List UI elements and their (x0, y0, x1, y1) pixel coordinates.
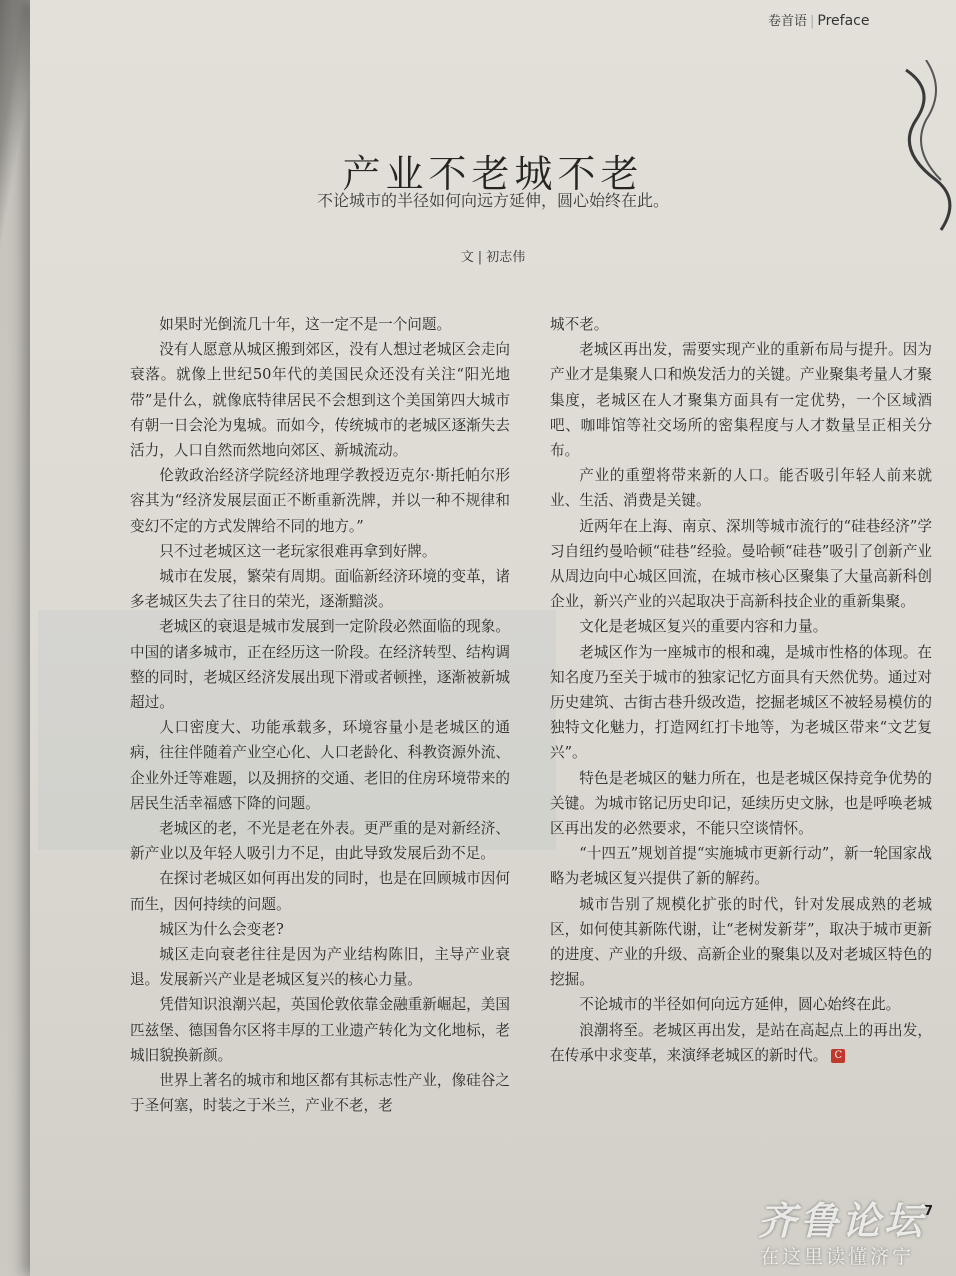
right-text-column (550, 312, 932, 1068)
paragraph: 老城区再出发，需要实现产业的重新布局与提升。因为产业才是集聚人口和焕发活力的关键。产业聚集考量人才聚集度，老城区在人才聚集方面具有一定优势，一个区域酒吧、咖啡馆等社交场所的密集程度与人才数量呈正相关分布。 (550, 341, 932, 460)
article-subtitle: 不论城市的半径如何向远方延伸，圆心始终在此。 (316, 191, 669, 210)
byline-prefix: 文 (460, 250, 474, 265)
watermark-slogan: 在这里读懂济宁 (760, 1246, 915, 1268)
paragraph: 凭借知识浪潮兴起，英国伦敦依靠金融重新崛起，美国匹兹堡、德国鲁尔区将丰厚的工业遗产转化为文化地标，老城旧貌换新颜。 (130, 996, 510, 1064)
paragraph: 特色是老城区的魅力所在，也是老城区保持竞争优势的关键。为城市铭记历史印记，延续历史文脉，也是呼唤老城区再出发的必然要求，不能只空谈情怀。 (550, 769, 932, 838)
bleed-through-text (499, 52, 882, 132)
paragraph-continuation: 城不老。 (550, 316, 609, 333)
paragraph: 在探讨老城区如何再出发的同时，也是在回顾城市因何而生，因何持续的问题。 (130, 870, 510, 913)
paragraph: 只不过老城区这一老玩家很难再拿到好牌。 (159, 542, 437, 560)
paragraph: 伦敦政治经济学院经济地理学教授迈克尔·斯托帕尔形容其为“经济发展层面正不断重新洗牌，并以一种不规律和变幻不定的方式发牌给不同的地方。” (130, 467, 510, 535)
paragraph: 城区走向衰老往往是因为产业结构陈旧，主导产业衰退。发展新兴产业是老城区复兴的核心力量。 (130, 946, 510, 989)
paragraph: 文化是老城区复兴的重要内容和力量。 (579, 618, 828, 636)
paragraph: 老城区的衰退是城市发展到一定阶段必然面临的现象。中国的诸多城市，正在经历这一阶段。在经济转型、结构调整的同时，老城区经济发展出现下滑或者顿挫，逐渐被新城超过。 (130, 618, 510, 712)
paragraph: 不论城市的半径如何向远方延伸，圆心始终在此。 (579, 996, 901, 1014)
section-label-cn: 卷首语 (768, 14, 808, 29)
end-mark-icon: C (831, 1049, 845, 1063)
article-byline: 文 | 初志伟 (460, 250, 526, 265)
paragraph: 人口密度大、功能承载多，环境容量小是老城区的通病，往往伴随着产业空心化、人口老龄化、科教资源外流、企业外迁等难题，以及拥挤的交通、老旧的住房环境带来的居民生活幸福感下降的问题。 (130, 719, 510, 812)
paragraph: 城市告别了规模化扩张的时代，针对发展成熟的老城区，如何使其新陈代谢，让“老树发新芽”，取决于城市更新的进度、产业的升级、高新企业的聚集以及对老城区特色的挖掘。 (550, 895, 932, 989)
paragraph: 世界上著名的城市和地区都有其标志性产业，像硅谷之于圣何塞，时装之于米兰，产业不老，老 (130, 1072, 510, 1115)
forum-watermark (730, 1190, 956, 1276)
magazine-page (30, 0, 956, 1276)
paragraph: 城区为什么会变老? (159, 920, 284, 938)
article-title: 产业不老城不老 (342, 152, 644, 197)
final-paragraph (550, 1018, 932, 1068)
author-name: 初志伟 (486, 250, 526, 265)
section-header: 卷首语 | Preface (768, 13, 870, 29)
paragraph: 近两年在上海、南京、深圳等城市流行的“硅巷经济”学习自纽约曼哈顿“硅巷”经验。曼哈顿“硅巷”吸引了创新产业从周边向中心城区回流，在城市核心区聚集了大量高新科创企业，新兴产业的兴起取决于高新科技企业的重新集聚。 (550, 517, 932, 611)
section-label-en: Preface (817, 13, 870, 29)
final-paragraph-text: 浪潮将至。老城区再出发，是站在高起点上的再出发，在传承中求变革，来演绎老城区的新时代。 (550, 1021, 932, 1064)
paragraph: 没有人愿意从城区搬到郊区，没有人想过老城区会走向衰落。就像上世纪50年代的美国民众还没有关注“阳光地带”是什么，就像底特律居民不会想到这个美国第四大城市有朝一日会沦为鬼城。而如今，传统城市的老城区逐渐失去活力，人口自然而然地向郊区、新城流动。 (130, 341, 510, 460)
paragraph: 老城区的老，不光是老在外表。更严重的是对新经济、新产业以及年轻人吸引力不足，由此导致发展后劲不足。 (130, 820, 510, 863)
paragraph: 产业的重塑将带来新的人口。能否吸引年轻人前来就业、生活、消费是关键。 (550, 467, 932, 510)
watermark-logo-text: 齐鲁论坛 (758, 1199, 927, 1243)
page-number: 7 (924, 1204, 934, 1219)
paragraph: 城市在发展，繁荣有周期。面临新经济环境的变革，诸多老城区失去了往日的荣光，逐渐黯淡。 (130, 568, 510, 611)
paragraph: 老城区作为一座城市的根和魂，是城市性格的体现。在知名度乃至关于城市的独家记忆方面具有天然优势。通过对历史建筑、古街古巷升级改造，挖掘老城区不被轻易模仿的独特文化魅力，打造网红打卡地等，为老城区带来“文艺复兴”。 (550, 643, 932, 762)
paragraph: 如果时光倒流几十年，这一定不是一个问题。 (159, 316, 452, 333)
left-text-column (130, 312, 510, 1119)
paragraph: “十四五”规划首提“实施城市更新行动”，新一轮国家战略为老城区复兴提供了新的解药。 (550, 845, 932, 888)
